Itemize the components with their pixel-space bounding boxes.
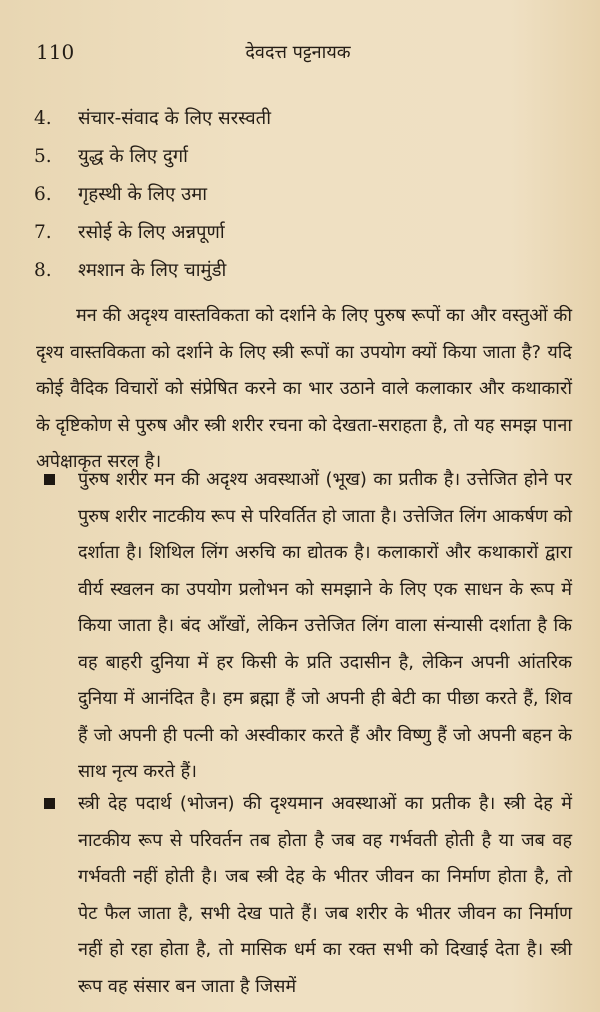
square-bullet-icon xyxy=(44,798,55,809)
list-number: 6. xyxy=(34,184,52,205)
square-bullet-icon xyxy=(44,474,55,485)
list-number: 8. xyxy=(34,260,52,281)
list-number: 7. xyxy=(34,222,52,243)
list-number: 4. xyxy=(34,108,52,129)
bullet-text: स्त्री देह पदार्थ (भोजन) की दृश्यमान अवस्थाओं का प्रतीक है। स्त्री देह में नाटकीय रूप से परिवर्तन तब होता है जब वह गर्भवती होती है या जब वह गर्भवती नहीं होती है। जब स्त्री देह के भीतर जीवन का निर्माण होता है, तो पेट फैल जाता है, सभी देख पाते हैं। जब शरीर के भीतर जीवन का निर्माण नहीं हो रहा होता है, तो मासिक धर्म का रक्त सभी को दिखाई देता है। स्त्री रूप वह संसार बन जाता है जिसमें xyxy=(78,793,572,997)
list-text: श्मशान के लिए चामुंडी xyxy=(78,260,227,281)
page-header xyxy=(36,40,560,70)
page-number: 110 xyxy=(36,40,75,64)
list-text: संचार-संवाद के लिए सरस्वती xyxy=(78,108,272,129)
running-title: देवदत्त पट्टनायक xyxy=(245,42,351,63)
bullet-text: पुरुष शरीर मन की अदृश्य अवस्थाओं (भूख) का प्रतीक है। उत्तेजित होने पर पुरुष शरीर नाटकीय रूप से परिवर्तित हो जाता है। उत्तेजित लिंग आकर्षण को दर्शाता है। शिथिल लिंग अरुचि का द्योतक है। कलाकारों और कथाकारों द्वारा वीर्य स्खलन का उपयोग प्रलोभन को समझाने के लिए एक साधन के रूप में किया जाता है। बंद आँखों, लेकिन उत्तेजित लिंग वाला संन्यासी दर्शाता है कि वह बाहरी दुनिया में हर किसी के प्रति उदासीन है, लेकिन अपनी आंतरिक दुनिया में आनंदित है। हम ब्रह्मा हैं जो अपनी ही बेटी का पीछा करते हैं, शिव हैं जो अपनी ही पत्नी को अस्वीकार करते हैं और विष्णु हैं जो अपनी बहन के साथ नृत्य करते हैं। xyxy=(78,469,572,782)
list-item xyxy=(34,176,574,214)
bullet-paragraph-male xyxy=(22,462,572,791)
body-paragraph: मन की अदृश्य वास्तविकता को दर्शाने के लिए पुरुष रूपों का और वस्तुओं की दृश्य वास्तविकता को दर्शाने के लिए स्त्री रूपों का उपयोग क्यों किया जाता है? यदि कोई वैदिक विचारों को संप्रेषित करने का भार उठाने वाले कलाकार और कथाकारों के दृष्टिकोण से पुरुष और स्त्री शरीर रचना को देखता-सराहता है, तो यह समझ पाना अपेक्षाकृत सरल है। xyxy=(36,305,572,472)
list-item xyxy=(34,252,574,290)
list-text: रसोई के लिए अन्नपूर्णा xyxy=(78,222,225,243)
bullet-paragraph-female xyxy=(22,786,572,1005)
list-number: 5. xyxy=(34,146,52,167)
list-item xyxy=(34,138,574,176)
numbered-list xyxy=(34,100,574,290)
list-text: गृहस्थी के लिए उमा xyxy=(78,184,208,205)
list-item xyxy=(34,100,574,138)
list-text: युद्ध के लिए दुर्गा xyxy=(78,146,188,167)
list-item xyxy=(34,214,574,252)
